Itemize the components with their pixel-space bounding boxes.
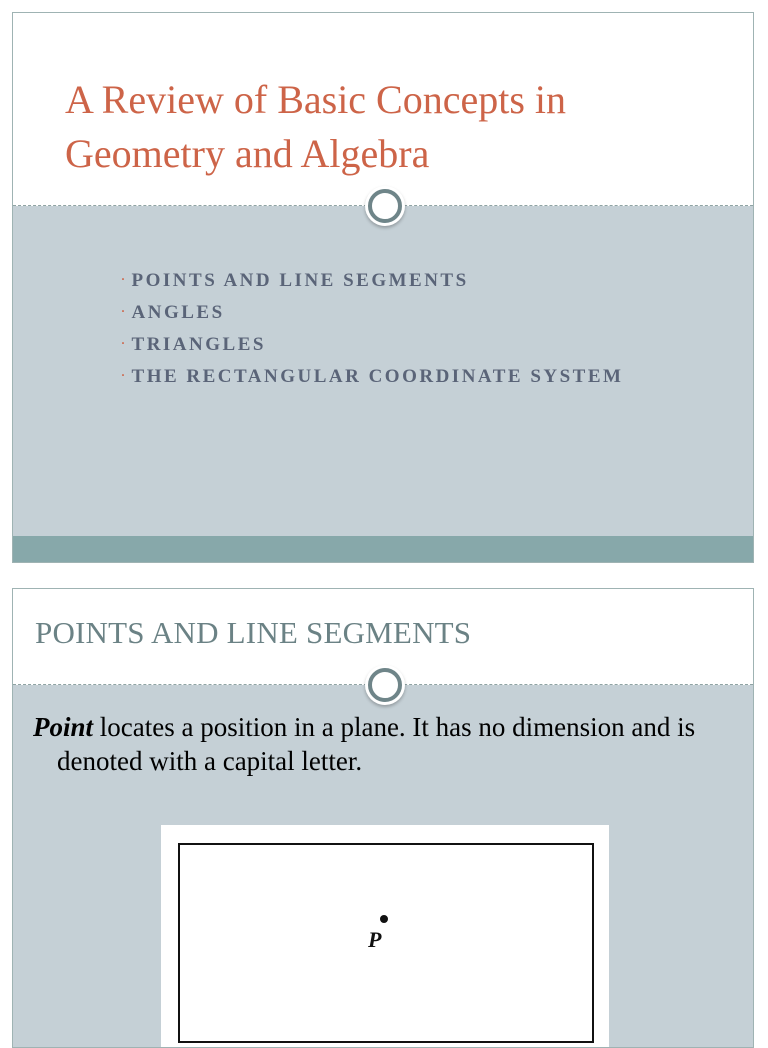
bullet-icon: · [121,304,128,318]
circle-ornament-icon [368,189,402,223]
point-term: Point [33,712,94,742]
slide-2 [12,588,754,1048]
point-definition [33,710,754,778]
slide-1-title-area [13,13,753,206]
topic-item: · TRIANGLES [121,334,266,355]
topic-item: · THE RECTANGULAR COORDINATE SYSTEM [121,366,624,387]
bullet-icon: · [121,368,128,382]
point-definition-text: locates a position in a plane. It has no dimension and is denoted with a capital letter. [57,712,696,776]
slide-1 [12,12,754,563]
point-figure [161,825,609,1048]
circle-ornament-icon [368,668,402,702]
topic-item: · POINTS AND LINE SEGMENTS [121,270,469,291]
slide-1-title: A Review of Basic Concepts in Geometry and Algebra [65,77,567,176]
bullet-icon: · [121,336,128,350]
topic-item: · ANGLES [121,302,225,323]
topic-list [121,268,641,396]
figure-frame [178,843,594,1043]
point-label: P [368,927,382,952]
point-dot-icon [380,915,388,923]
bullet-icon: · [121,272,128,286]
slide-1-footer-band [13,536,753,562]
slide-2-title: POINTS AND LINE SEGMENTS [35,615,472,650]
